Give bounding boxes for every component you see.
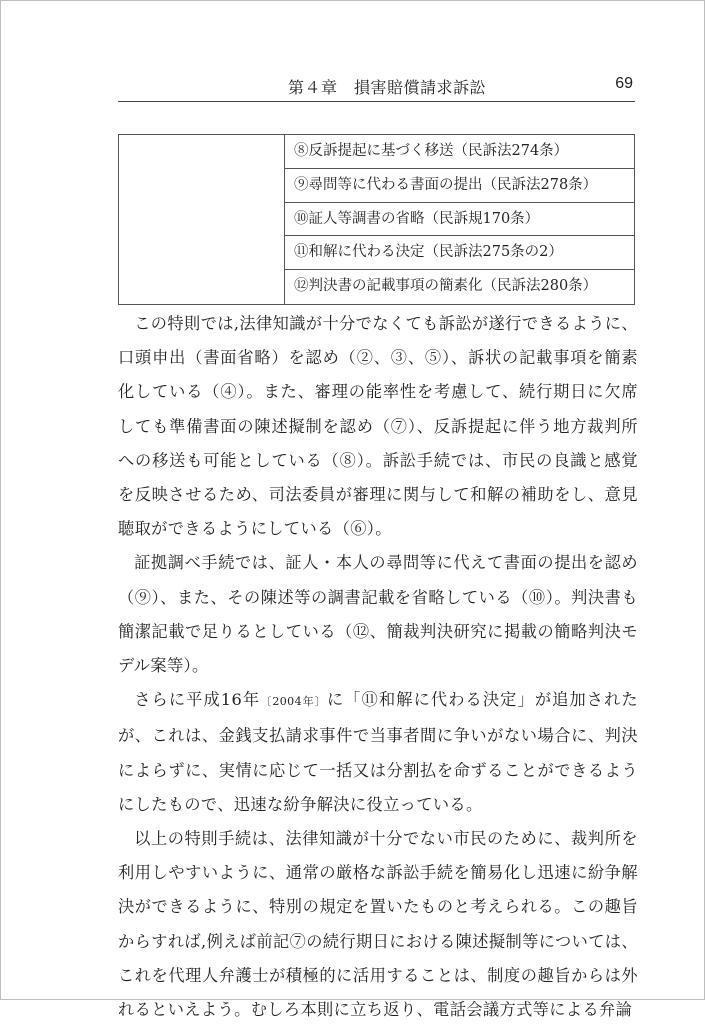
paragraph-3 — [118, 683, 638, 822]
paragraph-4: 以上の特則手続は、法律知識が十分でない市民のために、裁判所を利用しやすいように、通常の厳格な訴訟手続を簡易化し迅速に紛争解決ができるように、特別の規定を置いたものと考えられる。この趣旨からすれば,例えば前記⑦の続行期日における陳述擬制等については、これを代理人弁護士が積極的に活用することは、制度の趣旨からは外れるといえよう。むしろ本則に立ち返り、電話会議方式等による弁論 — [118, 829, 638, 1020]
provisions-table — [118, 134, 635, 305]
table-row: ⑩証人等調書の省略（民訴規170条） — [285, 203, 634, 237]
paragraph-3-year-note: 〔2004年〕 — [260, 695, 327, 709]
table-row: ⑪和解に代わる決定（民訴法275条の2） — [285, 236, 634, 270]
paragraph-3-part-b: に「⑪和解に代わる決定」が追加されたが、これは、金銭支払請求事件で当事者間に争いがない場合に、判決によらずに、実情に応じて一括又は分割払を命ずることができるようにしたもので、迅速な紛争解決に役立っている。 — [118, 690, 639, 814]
body-text — [118, 307, 638, 1027]
table-row: ⑨尋問等に代わる書面の提出（民訴法278条） — [285, 169, 634, 203]
paragraph-1: この特則では,法律知識が十分でなくても訴訟が遂行できるように、口頭申出（書面省略）を認め（②、③、⑤）、訴状の記載事項を簡素化している（④）。また、審理の能率性を考慮して、続行期日に欠席しても準備書面の陳述擬制を認め（⑦）、反訴提起に伴う地方裁判所への移送も可能としている（⑧）。訴訟手続では、市民の良識と感覚を反映させるため、司法委員が審理に関与して和解の補助をし、意見聴取ができるようにしている（⑥）。 — [118, 314, 638, 539]
running-header — [118, 75, 635, 101]
header-rule — [118, 101, 635, 102]
table-rows — [285, 135, 634, 304]
table-empty-left-cell — [119, 135, 285, 304]
chapter-title: 第４章 損害賠償請求訴訟 — [288, 78, 487, 97]
paragraph-3-part-a: さらに平成16年 — [134, 690, 261, 710]
table-row: ⑧反訴提起に基づく移送（民訴法274条） — [285, 135, 634, 169]
paragraph-2: 証拠調べ手続では、証人・本人の尋問等に代えて書面の提出を認め（⑨）、また、その陳述等の調書記載を省略している（⑩）。判決書も簡潔記載で足りるとしている（⑫、簡裁判決研究に掲載の簡略判決モデル案等）。 — [118, 553, 638, 676]
table-row: ⑫判決書の記載事項の簡素化（民訴法280条） — [294, 278, 598, 295]
page-number: 69 — [615, 75, 633, 92]
